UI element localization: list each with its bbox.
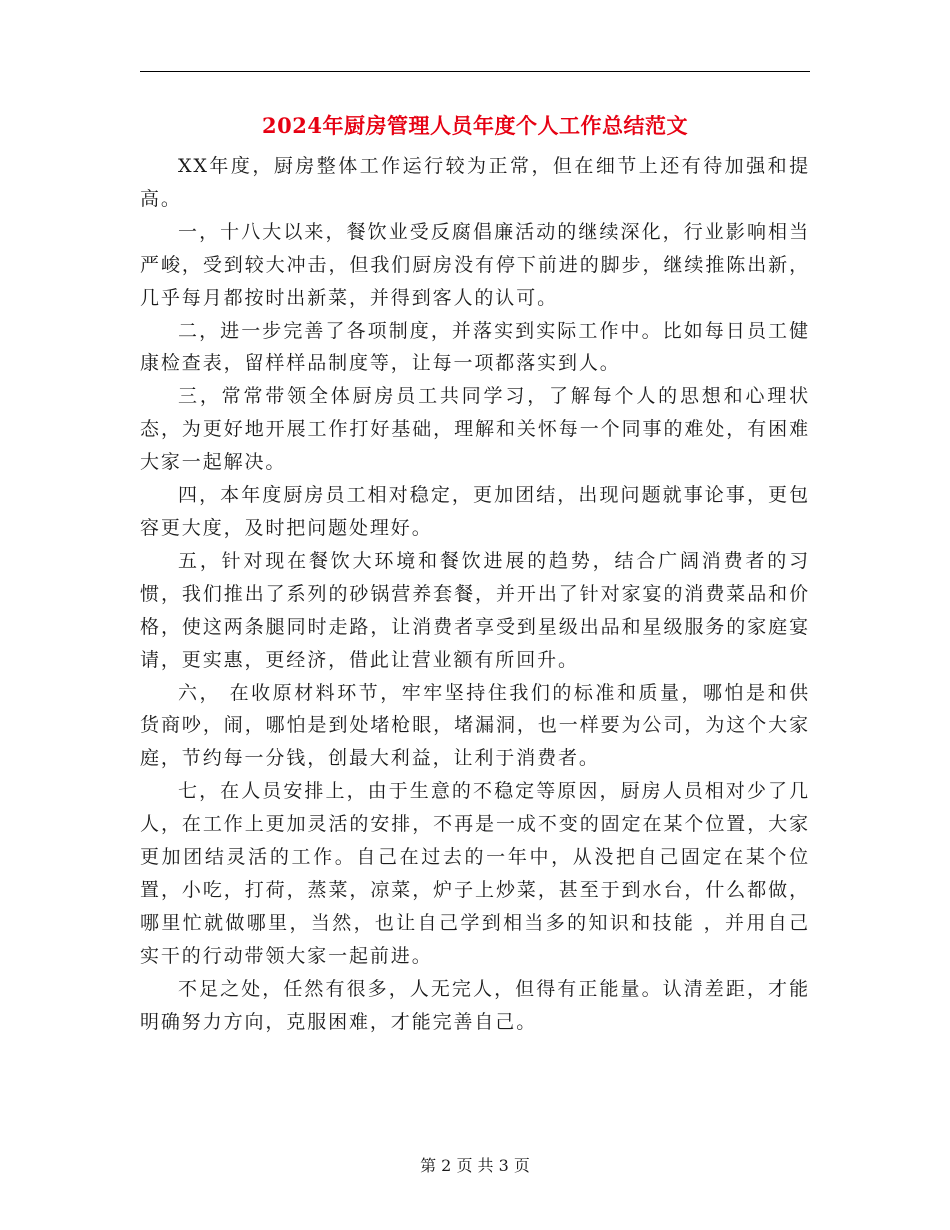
paragraph-2: 二，进一步完善了各项制度，并落实到实际工作中。比如每日员工健康检查表，留样样品制度等，让每一项都落实到人。 [140,319,810,375]
paragraph-conclusion: 不足之处，任然有很多，人无完人，但得有正能量。认清差距，才能明确努力方向，克服困难，才能完善自己。 [140,977,810,1033]
document-body [140,150,810,1038]
paragraph-5: 五，针对现在餐饮大环境和餐饮进展的趋势，结合广阔消费者的习惯，我们推出了系列的砂锅营养套餐，并开出了针对家宴的消费菜品和价格，使这两条腿同时走路，让消费者享受到星级出品和星级服务的家庭宴请，更实惠，更经济，借此让营业额有所回升。 [140,549,810,671]
paragraph-4: 四，本年度厨房员工相对稳定，更加团结，出现问题就事论事，更包容更大度，及时把问题处理好。 [140,484,810,539]
header-rule [140,71,810,72]
paragraph-intro: XX年度，厨房整体工作运行较为正常，但在细节上还有待加强和提高。 [140,155,810,210]
paragraph-1: 一，十八大以来，餐饮业受反腐倡廉活动的继续深化，行业影响相当严峻，受到较大冲击，但我们厨房没有停下前进的脚步，继续推陈出新，几乎每月都按时出新菜，并得到客人的认可。 [140,220,810,309]
page-footer: 第 2 页 共 3 页 [420,1156,530,1175]
paragraph-7: 七，在人员安排上，由于生意的不稳定等原因，厨房人员相对少了几人，在工作上更加灵活的安排，不再是一成不变的固定在某个位置，大家更加团结灵活的工作。自己在过去的一年中，从没把自己固定在某个位置，小吃，打荷，蒸菜，凉菜，炉子上炒菜，甚至于到水台，什么都做，哪里忙就做哪里，当然，也让自己学到相当多的知识和技能 ，并用自己实干的行动带领大家一起前进。 [140,780,810,967]
paragraph-6: 六， 在收原材料环节，牢牢坚持住我们的标准和质量，哪怕是和供货商吵，闹，哪怕是到处堵枪眼，堵漏洞，也一样要为公司，为这个大家庭，节约每一分钱，创最大利益，让利于消费者。 [140,681,810,770]
paragraph-3: 三，常常带领全体厨房员工共同学习，了解每个人的思想和心理状态，为更好地开展工作打好基础，理解和关怀每一个同事的难处，有困难大家一起解决。 [140,385,810,474]
document-title: 2024年厨房管理人员年度个人工作总结范文 [262,113,688,138]
